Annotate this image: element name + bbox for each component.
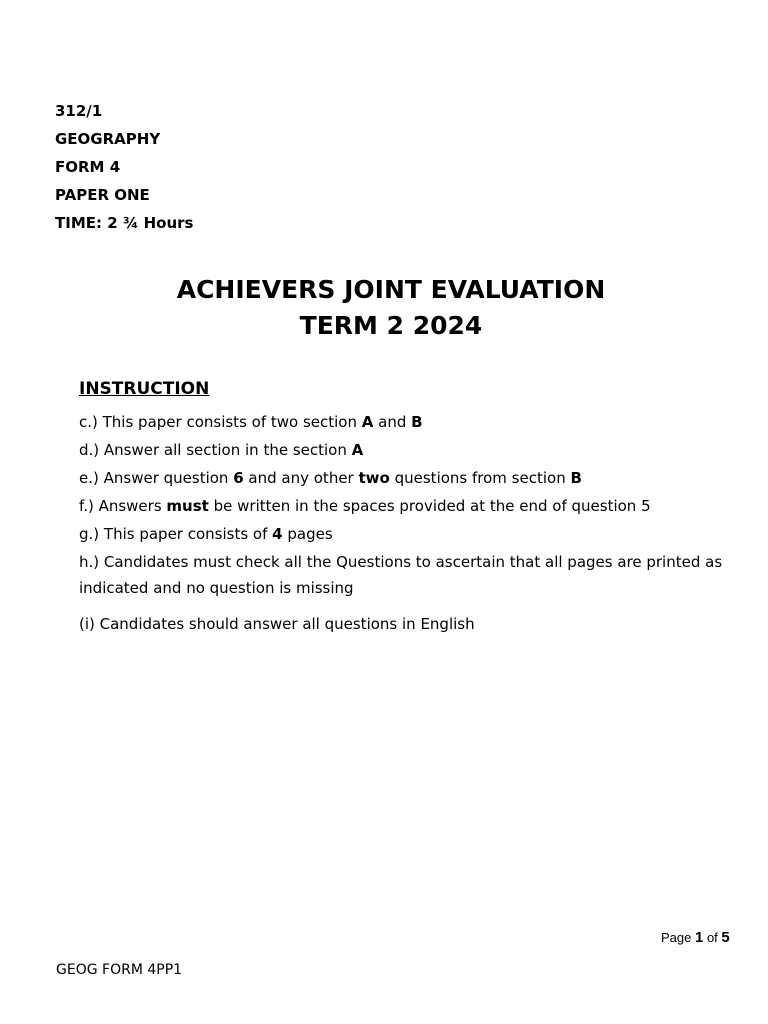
instruction-f-suffix: be written in the spaces provided at the end of question 5 <box>208 497 651 515</box>
instruction-f-must: must <box>166 497 209 515</box>
instruction-e-two: two <box>358 469 390 487</box>
instruction-d <box>79 437 739 463</box>
instruction-c-section-a: A <box>361 413 374 431</box>
exam-title <box>0 272 768 344</box>
instruction-c <box>79 409 739 435</box>
instructions-section <box>79 378 739 637</box>
instruction-d-section-a: A <box>351 441 364 459</box>
instruction-c-and: and <box>373 413 412 431</box>
instruction-e-from-section: questions from section <box>389 469 571 487</box>
page-label: Page <box>661 930 695 945</box>
page-total: 5 <box>721 929 730 946</box>
instruction-f <box>79 493 739 519</box>
instruction-g-page-count: 4 <box>272 525 283 543</box>
instruction-e-section-b: B <box>570 469 582 487</box>
page-number <box>661 929 730 946</box>
instruction-g-suffix: pages <box>282 525 333 543</box>
subject-name: GEOGRAPHY <box>55 130 161 148</box>
instruction-e-question-6: 6 <box>233 469 244 487</box>
form-level: FORM 4 <box>55 158 121 176</box>
instruction-f-text: f.) Answers <box>79 497 167 515</box>
page-current: 1 <box>694 929 704 946</box>
paper-number: PAPER ONE <box>55 186 150 204</box>
instruction-c-section-b: B <box>411 413 423 431</box>
instruction-g-text: g.) This paper consists of <box>79 525 273 543</box>
instruction-g <box>79 521 739 547</box>
instruction-e-any-other: and any other <box>243 469 359 487</box>
instructions-heading: INSTRUCTION <box>79 379 210 399</box>
instruction-h: h.) Candidates must check all the Questions to ascertain that all pages are printed as indicated and no question is missing <box>79 553 723 597</box>
paper-code: 312/1 <box>55 102 103 120</box>
instruction-c-text: c.) This paper consists of two section <box>79 413 362 431</box>
title-line-1: ACHIEVERS JOINT EVALUATION <box>176 275 606 304</box>
exam-header <box>55 101 193 241</box>
instruction-d-text: d.) Answer all section in the section <box>79 441 352 459</box>
time-allowed: TIME: 2 ¾ Hours <box>55 214 194 232</box>
title-line-2: TERM 2 2024 <box>299 311 483 340</box>
page-of: of <box>703 930 722 945</box>
instruction-e <box>79 465 739 491</box>
instruction-e-text: e.) Answer question <box>79 469 234 487</box>
instruction-i: (i) Candidates should answer all questions in English <box>79 615 475 633</box>
footer-code: GEOG FORM 4PP1 <box>56 962 183 978</box>
